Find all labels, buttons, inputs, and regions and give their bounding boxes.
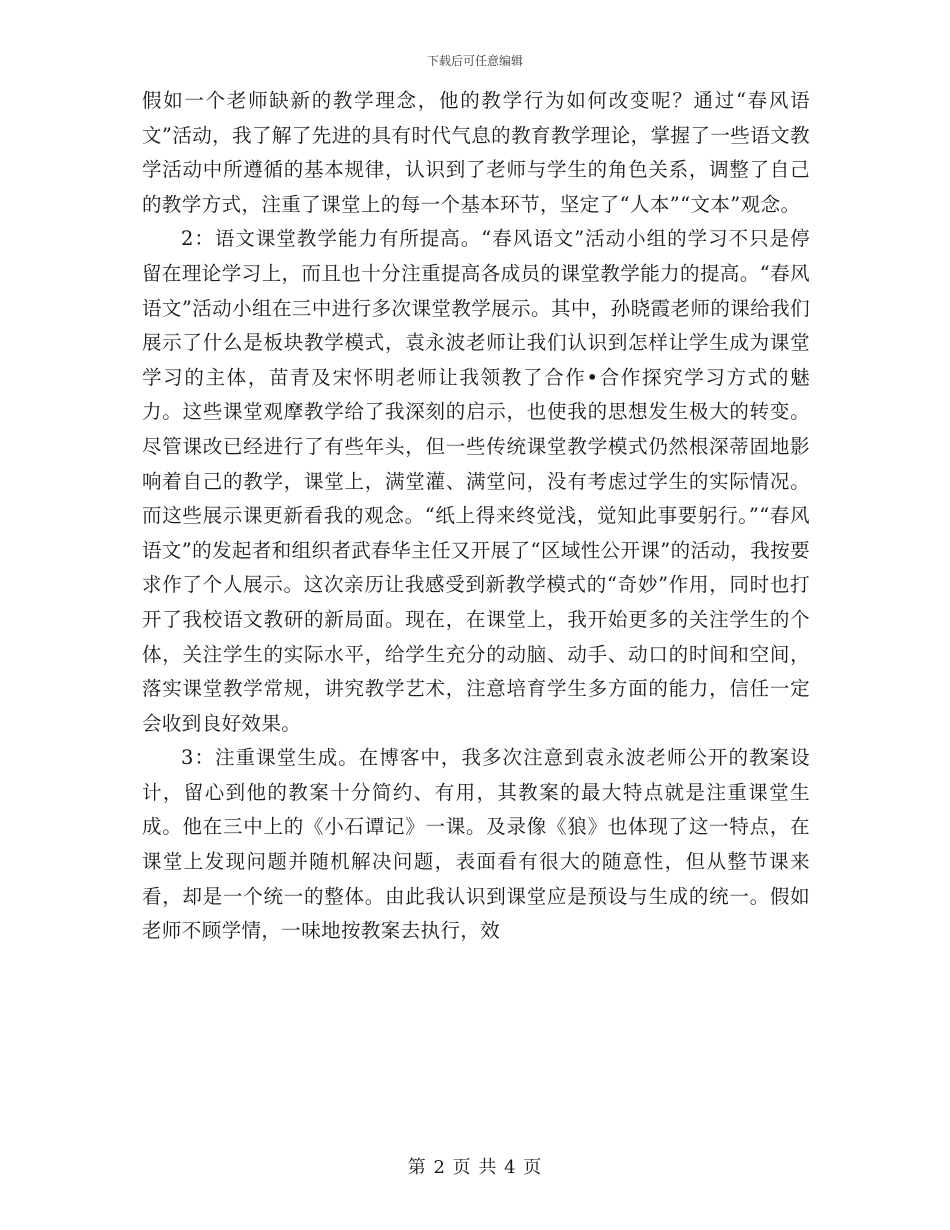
- paragraph-3: 3：注重课堂生成。在博客中，我多次注意到袁永波老师公开的教案设计，留心到他的教案十分简约、有用，其教案的最大特点就是注重课堂生成。他在三中上的《小石谭记》一课。及录像《狼》也体现了这一特点，在课堂上发现问题并随机解决问题，表面看有很大的随意性，但从整节课来看，却是一个统一的整体。由此我认识到课堂应是预设与生成的统一。假如老师不顾学情，一味地按教案去执行，效: [142, 746, 810, 943]
- paragraph-1: 假如一个老师缺新的教学理念，他的教学行为如何改变呢？通过“春风语文”活动，我了解了先进的具有时代气息的教育教学理论，掌握了一些语文教学活动中所遵循的基本规律，认识到了老师与学生的角色关系，调整了自己的教学方式，注重了课堂上的每一个基本环节，坚定了“人本”“文本”观念。: [142, 89, 810, 216]
- page-number: 第 2 页 共 4 页: [407, 1157, 543, 1178]
- document-body: [142, 84, 810, 949]
- page-header: 下载后可任意编辑: [426, 54, 523, 68]
- paragraph-2: 2：语文课堂教学能力有所提高。“春风语文”活动小组的学习不只是停留在理论学习上，而且也十分注重提高各成员的课堂教学能力的提高。“春风语文”活动小组在三中进行多次课堂教学展示。其中，孙晓霞老师的课给我们展示了什么是板块教学模式，袁永波老师让我们认识到怎样让学生成为课堂学习的主体，苗青及宋怀明老师让我领教了合作•合作探究学习方式的魅力。这些课堂观摩教学给了我深刻的启示，也使我的思想发生极大的转变。尽管课改已经进行了有些年头，但一些传统课堂教学模式仍然根深蒂固地影响着自己的教学，课堂上，满堂灌、满堂问，没有考虑过学生的实际情况。而这些展示课更新看我的观念。“纸上得来终觉浅，觉知此事要躬行。”“春风语文”的发起者和组织者武春华主任又开展了“区域性公开课”的活动，我按要求作了个人展示。这次亲历让我感受到新教学模式的“奇妙”作用，同时也打开了我校语文教研的新局面。现在，在课堂上，我开始更多的关注学生的个体，关注学生的实际水平，给学生充分的动脑、动手、动口的时间和空间，落实课堂教学常规，讲究教学艺术，注意培育学生多方面的能力，信任一定会收到良好效果。: [142, 227, 810, 735]
